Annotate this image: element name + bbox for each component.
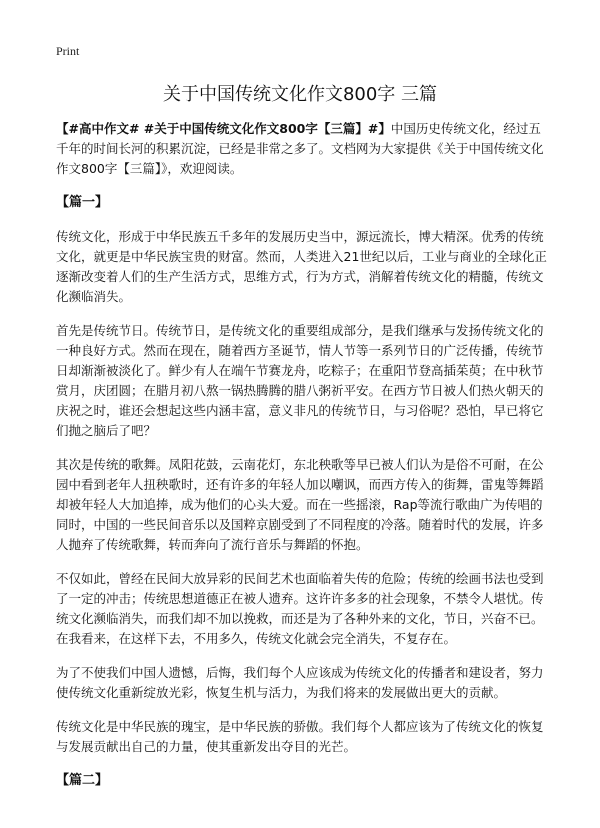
paragraph-3: 其次是传统的歌舞。凤阳花鼓，云南花灯，东北秧歌等早已被人们认为是俗不可耐，在公园中看到老年人扭秧歌时，还有许多的年轻人加以嘲讽，而西方传入的街舞，雷鬼等舞蹈却被年轻人大加追捧，成为他们的心头大爱。而在一些摇滚，Rap等流行歌曲广为传唱的同时，中国的一些民间音乐以及国粹京剧受到了不同程度的冷落。随着时代的发展，许多人抛弃了传统歌舞，转而奔向了流行音乐与舞蹈的怀抱。 (56, 457, 544, 552)
intro-text: 中国历史传统文化，经过五千年的时间长河的积累沉淀，已经是非常之多了。文档网为大家提供《关于中国传统文化作文800字【三篇】》，欢迎阅读。 (56, 121, 544, 176)
section-heading-1: 【篇一】 (56, 195, 109, 210)
paragraph-5: 为了不使我们中国人遗憾，后悔，我们每个人应该成为传统文化的传播者和建设者，努力使传统文化重新绽放光彩，恢复生机与活力，为我们将来的发展做出更大的贡献。 (56, 665, 544, 700)
section-heading-2: 【篇二】 (56, 773, 109, 788)
paragraph-1: 传统文化，形成于中华民族五千多年的发展历史当中，源远流长，博大精深。优秀的传统文化，就更是中华民族宝贵的财富。然而，人类进入21世纪以后，工业与商业的全球化正逐渐改变着人们的生产生活方式，思维方式，行为方式，消解着传统文化的精髓，传统文化濒临消失。 (56, 229, 547, 304)
intro-paragraph (56, 119, 550, 179)
print-link[interactable]: Print (56, 44, 80, 58)
paragraph-2: 首先是传统节日。传统节日，是传统文化的重要组成部分，是我们继承与发扬传统文化的一种良好方式。然而在现在，随着西方圣诞节，情人节等一系列节日的广泛传播，传统节日却渐渐被淡化了。鲜少有人在端午节赛龙舟，吃粽子；在重阳节登高插茱萸；在中秋节赏月，庆团圆；在腊月初八熬一锅热腾腾的腊八粥祈平安。在西方节日被人们热火朝天的庆祝之时，谁还会想起这些内涵丰富，意义非凡的传统节日，与习俗呢？恐怕，早已将它们抛之脑后了吧？ (56, 323, 544, 438)
paragraph-6: 传统文化是中华民族的瑰宝，是中华民族的骄傲。我们每个人都应该为了传统文化的恢复与发展贡献出自己的力量，使其重新发出夺目的光芒。 (56, 719, 544, 754)
intro-tags: 【#高中作文# #关于中国传统文化作文800字【三篇】#】 (56, 121, 391, 136)
document-body (56, 119, 550, 805)
document-title: 关于中国传统文化作文800字 三篇 (162, 84, 438, 105)
paragraph-4: 不仅如此，曾经在民间大放异彩的民间艺术也面临着失传的危险；传统的绘画书法也受到了一定的冲击；传统思想道德正在被人遗弃。这许许多多的社会现象，不禁令人堪忧。传统文化濒临消失，而我们却不加以挽救，而还是为了各种外来的文化，节日，兴奋不已。在我看来，在这样下去，不用多久，传统文化就会完全消失，不复存在。 (56, 571, 544, 646)
